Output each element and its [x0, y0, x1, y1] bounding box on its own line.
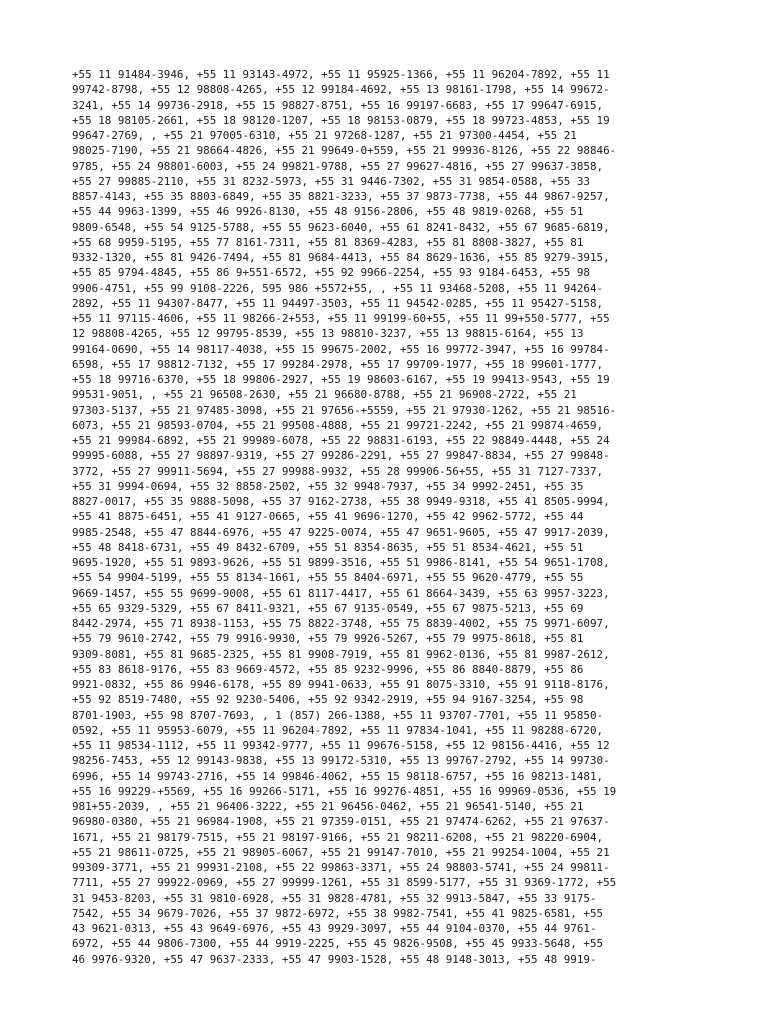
- text-line: 9332-1320, +55 81 9426-7494, +55 81 9684-4413, +55 84 8629-1636, +55 85 9279-3915,: [72, 251, 610, 264]
- text-line: +55 27 99885-2110, +55 31 8232-5973, +55 31 9446-7302, +55 31 9854-0588, +55 33: [72, 174, 590, 188]
- text-line: 46 9976-9320, +55 47 9637-2333, +55 47 9903-1528, +55 48 9148-3013, +55 48 9919-: [72, 952, 597, 966]
- text-line: 9906-4751, +55 99 9108-2226, 595 986 +5572+55, , +55 11 93468-5208, +55 11 94264-: [72, 281, 604, 295]
- text-line: 3772, +55 27 99911-5694, +55 27 99988-9932, +55 28 99906-56+55, +55 31 7127-7337,: [72, 464, 604, 478]
- text-line: 2892, +55 11 94307-8477, +55 11 94497-3503, +55 11 94542-0285, +55 11 95427-5158,: [72, 296, 604, 310]
- text-line: 99164-0690, +55 14 98117-4038, +55 15 99675-2002, +55 16 99772-3947, +55 16 99784-: [72, 342, 610, 356]
- text-line: 6996, +55 14 99743-2716, +55 14 99846-4062, +55 15 98118-6757, +55 16 98213-1481,: [72, 769, 604, 783]
- text-line: 99742-8798, +55 12 98808-4265, +55 12 99184-4692, +55 13 98161-1798, +55 14 99672-: [72, 83, 610, 97]
- text-line: 7542, +55 34 9679-7026, +55 37 9872-6972, +55 38 9982-7541, +55 41 9825-6581, +55: [72, 906, 604, 920]
- text-line: 9985-2548, +55 47 8844-6976, +55 47 9225-0074, +55 47 9651-9605, +55 47 9917-2039,: [72, 525, 610, 539]
- text-line: 8827-0017, +55 35 9888-5098, +55 37 9162-2738, +55 38 9949-9318, +55 41 8505-9994,: [72, 495, 610, 508]
- text-line: 1671, +55 21 98179-7515, +55 21 98197-9166, +55 21 98211-6208, +55 21 98220-6904,: [72, 830, 604, 844]
- text-line: +55 79 9610-2742, +55 79 9916-9930, +55 79 9926-5267, +55 79 9975-8618, +55 81: [72, 632, 584, 646]
- text-line: 12 98808-4265, +55 12 99795-8539, +55 13 98810-3237, +55 13 98815-6164, +55 13: [72, 327, 584, 341]
- text-line: 6598, +55 17 98812-7132, +55 17 99284-2978, +55 17 99709-1977, +55 18 99601-1777,: [72, 357, 604, 371]
- text-line: +55 18 98105-2661, +55 18 98120-1207, +55 18 98153-0879, +55 18 99723-4853, +55 19: [72, 113, 610, 127]
- text-line: +55 11 98534-1112, +55 11 99342-9777, +55 11 99676-5158, +55 12 98156-4416, +55 12: [72, 739, 610, 752]
- text-line: 9809-6548, +55 54 9125-5788, +55 55 9623-6040, +55 61 8241-8432, +55 67 9685-6819,: [72, 220, 610, 234]
- text-line: 98256-7453, +55 12 99143-9838, +55 13 99172-5310, +55 13 99767-2792, +55 14 99730-: [72, 754, 610, 768]
- text-line: 9669-1457, +55 55 9699-9008, +55 61 8117-4417, +55 61 8664-3439, +55 63 9957-3223,: [72, 586, 610, 600]
- text-line: +55 16 99229-+5569, +55 16 99266-5171, +55 16 99276-4851, +55 16 99969-0536, +55 19: [72, 784, 617, 798]
- text-line: 6972, +55 44 9806-7300, +55 44 9919-2225, +55 45 9826-9508, +55 45 9933-5648, +55: [72, 937, 604, 951]
- text-line: 9921-0832, +55 86 9946-6178, +55 89 9941-0633, +55 91 8075-3310, +55 91 9118-8176,: [72, 678, 610, 691]
- text-line: +55 65 9329-5329, +55 67 8411-9321, +55 67 9135-0549, +55 67 9875-5213, +55 69: [72, 601, 584, 615]
- text-line: +55 21 99984-6892, +55 21 99989-6078, +55 22 98831-6193, +55 22 98849-4448, +55 24: [72, 434, 610, 447]
- text-line: +55 11 97115-4606, +55 11 98266-2+553, +55 11 99199-60+55, +55 11 99+550-5777, +55: [72, 312, 610, 325]
- text-line: 99647-2769, , +55 21 97005-6310, +55 21 97268-1287, +55 21 97300-4454, +55 21: [72, 129, 577, 142]
- text-line: +55 85 9794-4845, +55 86 9+551-6572, +55 92 9966-2254, +55 93 9184-6453, +55 98: [72, 266, 590, 280]
- text-line: 981+55-2039, , +55 21 96406-3222, +55 21 96456-0462, +55 21 96541-5140, +55 21: [72, 800, 584, 813]
- text-line: 6073, +55 21 98593-0704, +55 21 99508-4888, +55 21 99721-2242, +55 21 99874-4659,: [72, 418, 604, 432]
- text-line: 0592, +55 11 95953-6079, +55 11 96204-7892, +55 11 97834-1041, +55 11 98288-6720,: [72, 723, 604, 737]
- text-line: 8701-1903, +55 98 8707-7693, , 1 (857) 266-1388, +55 11 93707-7701, +55 11 95850-: [72, 708, 604, 722]
- text-line: +55 31 9994-0694, +55 32 8858-2502, +55 32 9948-7937, +55 34 9992-2451, +55 35: [72, 479, 584, 493]
- text-line: 9785, +55 24 98801-6003, +55 24 99821-9788, +55 27 99627-4816, +55 27 99637-3858,: [72, 159, 604, 173]
- text-line: +55 44 9963-1399, +55 46 9926-8130, +55 48 9156-2806, +55 48 9819-0268, +55 51: [72, 205, 584, 219]
- text-line: +55 18 99716-6370, +55 18 99806-2927, +55 19 98603-6167, +55 19 99413-9543, +55 19: [72, 373, 610, 386]
- text-line: 31 9453-8203, +55 31 9810-6928, +55 31 9828-4781, +55 32 9913-5847, +55 33 9175-: [72, 891, 597, 905]
- text-line: +55 68 9959-5195, +55 77 8161-7311, +55 81 8369-4283, +55 81 8808-3827, +55 81: [72, 235, 584, 249]
- phone-number-list: [72, 67, 702, 967]
- text-line: 96980-0380, +55 21 96984-1908, +55 21 97359-0151, +55 21 97474-6262, +55 21 97637-: [72, 815, 610, 829]
- text-line: +55 54 9904-5199, +55 55 8134-1661, +55 55 8404-6971, +55 55 9620-4779, +55 55: [72, 571, 584, 585]
- text-line: 3241, +55 14 99736-2918, +55 15 98827-8751, +55 16 99197-6683, +55 17 99647-6915,: [72, 98, 604, 112]
- text-line: 8442-2974, +55 71 8938-1153, +55 75 8822-3748, +55 75 8839-4002, +55 75 9971-6097,: [72, 617, 610, 630]
- text-line: +55 11 91484-3946, +55 11 93143-4972, +55 11 95925-1366, +55 11 96204-7892, +55 11: [72, 68, 610, 81]
- text-line: +55 92 8519-7480, +55 92 9230-5406, +55 92 9342-2919, +55 94 9167-3254, +55 98: [72, 693, 584, 707]
- text-line: 99531-9051, , +55 21 96508-2630, +55 21 96680-8788, +55 21 96908-2722, +55 21: [72, 388, 577, 402]
- text-line: +55 21 98611-0725, +55 21 98905-6067, +55 21 99147-7010, +55 21 99254-1004, +55 21: [72, 845, 610, 859]
- text-line: 99309-3771, +55 21 99931-2108, +55 22 99863-3371, +55 24 98803-5741, +55 24 99811-: [72, 861, 610, 874]
- text-line: 7711, +55 27 99922-0969, +55 27 99999-1261, +55 31 8599-5177, +55 31 9369-1772, +55: [72, 876, 617, 890]
- text-line: 99995-6088, +55 27 98897-9319, +55 27 99286-2291, +55 27 99847-8834, +55 27 99848-: [72, 449, 610, 463]
- text-line: +55 41 8875-6451, +55 41 9127-0665, +55 41 9696-1270, +55 42 9962-5772, +55 44: [72, 510, 584, 524]
- text-line: 43 9621-0313, +55 43 9649-6976, +55 43 9929-3097, +55 44 9104-0370, +55 44 9761-: [72, 922, 597, 935]
- text-line: 98025-7190, +55 21 98664-4826, +55 21 99649-0+559, +55 21 99936-8126, +55 22 98846-: [72, 144, 617, 158]
- text-line: 9695-1920, +55 51 9893-9626, +55 51 9899-3516, +55 51 9986-8141, +55 54 9651-1708,: [72, 556, 610, 569]
- text-line: 97303-5137, +55 21 97485-3098, +55 21 97656-+5559, +55 21 97930-1262, +55 21 98516-: [72, 403, 617, 417]
- text-line: 8857-4143, +55 35 8803-6849, +55 35 8821-3233, +55 37 9873-7738, +55 44 9867-9257,: [72, 190, 610, 203]
- text-line: 9309-8081, +55 81 9685-2325, +55 81 9908-7919, +55 81 9962-0136, +55 81 9987-2612,: [72, 647, 610, 661]
- text-line: +55 83 8618-9176, +55 83 9669-4572, +55 85 9232-9996, +55 86 8840-8879, +55 86: [72, 662, 584, 676]
- text-line: +55 48 8418-6731, +55 49 8432-6709, +55 51 8354-8635, +55 51 8534-4621, +55 51: [72, 540, 584, 554]
